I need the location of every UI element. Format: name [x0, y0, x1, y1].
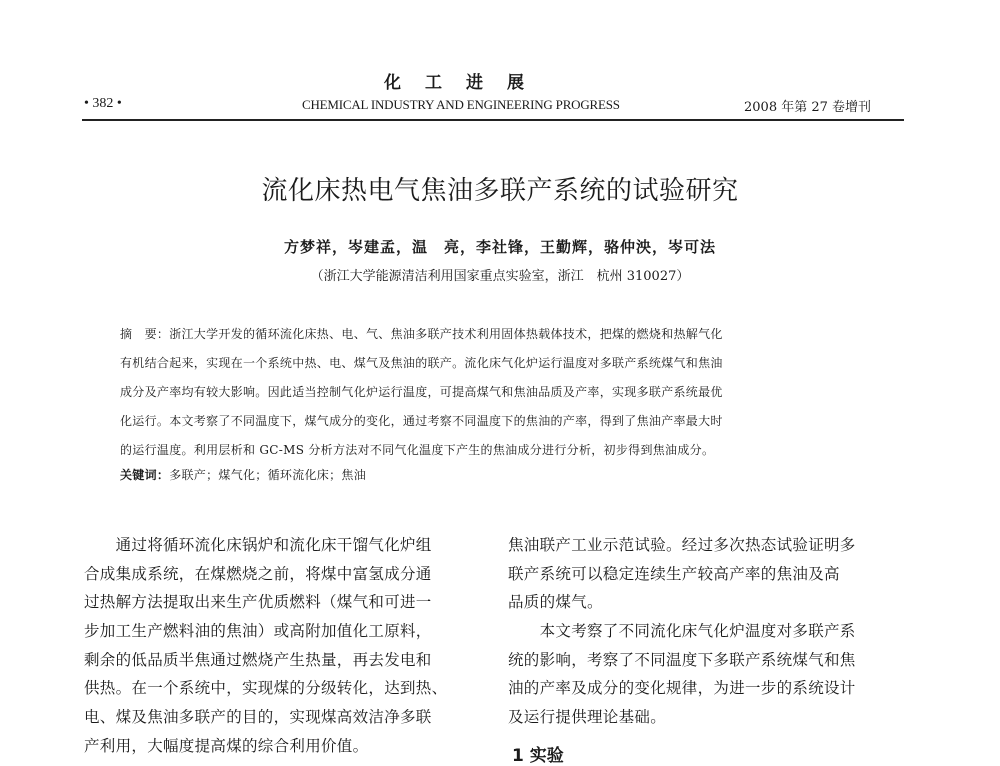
body-line: 供热。在一个系统中，实现煤的分级转化，达到热、 [84, 679, 448, 698]
section-heading: 1 实验 [512, 746, 564, 766]
abstract-line: 成分及产率均有较大影响。因此适当控制气化炉运行温度，可提高煤气和焦油品质及产率，实现多联产系统最优 [120, 385, 723, 399]
abstract-line: 有机结合起来，实现在一个系统中热、电、煤气及焦油的联产。流化床气化炉运行温度对多联产系统煤气和焦油 [120, 356, 723, 370]
abstract [120, 320, 890, 465]
body-line: 通过将循环流化床锅炉和流化床干馏气化炉组 [84, 536, 432, 554]
body-column-right [508, 531, 908, 732]
affiliation: （浙江大学能源清洁利用国家重点实验室，浙江 杭州 310027） [310, 269, 690, 284]
abstract-line: 化运行。本文考察了不同温度下，煤气成分的变化，通过考察不同温度下的焦油的产率，得到了焦油产率最大时 [120, 414, 723, 428]
author-list: 方梦祥，岑建孟，温 亮，李社锋，王勤辉，骆仲泱，岑可法 [283, 238, 716, 256]
body-column-left [84, 531, 484, 761]
issue-info: 2008 年第 27 卷增刊 [744, 100, 872, 115]
journal-name-english: CHEMICAL INDUSTRY AND ENGINEERING PROGRESS [302, 97, 620, 112]
body-line: 品质的煤气。 [508, 593, 603, 612]
body-line: 统的影响，考察了不同温度下多联产系统煤气和焦 [508, 650, 856, 669]
body-line: 联产系统可以稳定连续生产较高产率的焦油及高 [508, 564, 840, 583]
body-line: 及运行提供理论基础。 [508, 708, 667, 727]
body-line: 产利用，大幅度提高煤的综合利用价值。 [84, 736, 369, 755]
body-line: 焦油联产工业示范试验。经过多次热态试验证明多 [508, 536, 856, 554]
keywords [120, 466, 366, 483]
abstract-line: 摘 要：浙江大学开发的循环流化床热、电、气、焦油多联产技术利用固体热载体技术，把煤的燃烧和热解气化 [120, 327, 723, 341]
body-line: 本文考察了不同流化床气化炉温度对多联产系 [508, 622, 856, 641]
abstract-line: 的运行温度。利用层析和 GC-MS 分析方法对不同气化温度下产生的焦油成分进行分析，初步得到焦油成分。 [120, 443, 715, 457]
keywords-label: 关键词： [120, 468, 170, 482]
body-line: 合成集成系统，在煤燃烧之前，将煤中富氢成分通 [84, 564, 432, 583]
paper-title: 流化床热电气焦油多联产系统的试验研究 [261, 176, 739, 206]
journal-name-chinese: 化工进展 [384, 73, 548, 93]
body-line: 步加工生产燃料油的焦油）或高附加值化工原料， [84, 622, 432, 641]
header-rule [82, 119, 904, 121]
keywords-text: 多联产；煤气化；循环流化床；焦油 [169, 468, 367, 482]
body-line: 电、煤及焦油多联产的目的，实现煤高效洁净多联 [84, 708, 432, 727]
body-line: 油的产率及成分的变化规律，为进一步的系统设计 [508, 679, 856, 698]
body-line: 剩余的低品质半焦通过燃烧产生热量，再去发电和 [84, 650, 432, 669]
page-number: • 382 • [84, 96, 122, 111]
body-line: 过热解方法提取出来生产优质燃料（煤气和可进一 [84, 593, 432, 612]
